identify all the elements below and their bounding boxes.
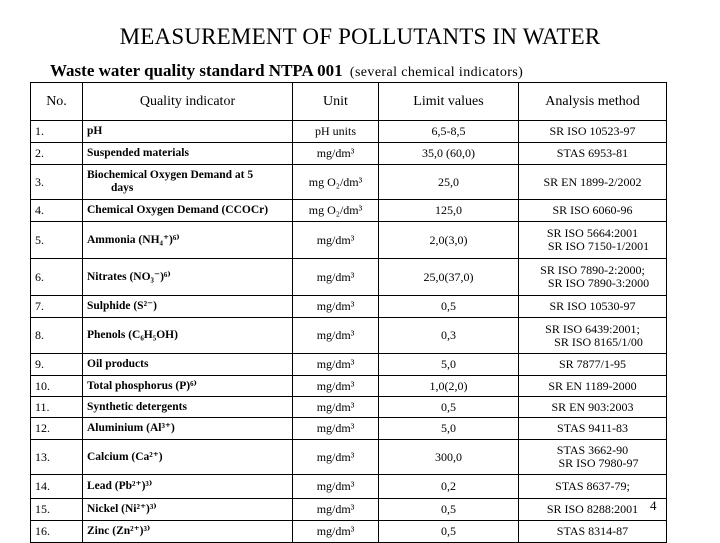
row-number: 5. <box>31 222 83 259</box>
quality-indicator <box>83 475 293 499</box>
limit-value-cell: 25,0 <box>379 165 519 200</box>
analysis-method-text: STAS 6953-81 <box>556 146 629 160</box>
page-number: 4 <box>650 498 657 513</box>
limit-value-cell: 6,5-8,5 <box>379 121 519 143</box>
quality-indicator <box>83 165 293 200</box>
quality-indicator <box>83 222 293 259</box>
limit-value-cell: 5,0 <box>379 418 519 440</box>
unit-cell: mg/dm³ <box>293 499 379 521</box>
row-number: 10. <box>31 376 83 397</box>
row-number: 13. <box>31 440 83 475</box>
limit-value-cell: 0,3 <box>379 318 519 354</box>
analysis-method-cell <box>519 475 667 499</box>
unit-cell: mg/dm³ <box>293 475 379 499</box>
limit-value-cell: 0,5 <box>379 296 519 318</box>
limit-value-cell: 125,0 <box>379 200 519 222</box>
row-number: 1. <box>31 121 83 143</box>
analysis-method-text: SR ISO 5664:2001 <box>546 226 639 240</box>
column-header-unit: Unit <box>293 83 379 121</box>
analysis-method-text: SR ISO 6060-96 <box>552 203 633 217</box>
analysis-method-cell <box>519 259 667 296</box>
indicator-text: Zinc (Zn²⁺)³⁾ <box>87 525 151 537</box>
column-header-limit: Limit values <box>379 83 519 121</box>
indicator-text: Aluminium (Al³⁺) <box>87 422 175 434</box>
analysis-method-cell <box>519 296 667 318</box>
analysis-method-cell <box>519 521 667 543</box>
column-header-indicator: Quality indicator <box>83 83 293 121</box>
indicator-text: Phenols (C₆H₅OH) <box>87 329 178 341</box>
unit-cell: mg/dm³ <box>293 296 379 318</box>
unit-cell: mg O₂/dm³ <box>293 165 379 200</box>
analysis-method-text-secondary: SR ISO 7150-1/2001 <box>547 239 650 253</box>
quality-indicator <box>83 143 293 165</box>
analysis-method-text: SR ISO 7890-2:2000; <box>540 263 645 277</box>
row-number: 14. <box>31 475 83 499</box>
unit-cell: mg/dm³ <box>293 397 379 418</box>
table-row <box>31 318 667 354</box>
pollutants-table <box>30 82 667 543</box>
unit-cell: mg/dm³ <box>293 143 379 165</box>
table-body <box>31 121 667 543</box>
quality-indicator <box>83 440 293 475</box>
row-number: 15. <box>31 499 83 521</box>
limit-value-cell: 25,0(37,0) <box>379 259 519 296</box>
page-title: MEASUREMENT OF POLLUTANTS IN WATER <box>119 24 601 49</box>
indicator-text: Chemical Oxygen Demand (CCOCr) <box>87 204 269 216</box>
quality-indicator <box>83 354 293 376</box>
analysis-method-cell <box>519 222 667 259</box>
row-number: 9. <box>31 354 83 376</box>
analysis-method-cell <box>519 440 667 475</box>
indicator-text-continued: days <box>111 182 134 194</box>
limit-value-cell: 0,5 <box>379 521 519 543</box>
analysis-method-cell <box>519 200 667 222</box>
indicator-text: Ammonia (NH₄⁺)⁶⁾ <box>87 233 180 246</box>
indicator-text: Biochemical Oxygen Demand at 5 <box>87 169 254 181</box>
limit-value-cell: 0,5 <box>379 397 519 418</box>
row-number: 12. <box>31 418 83 440</box>
analysis-method-text: SR ISO 6439:2001; <box>545 321 640 336</box>
unit-cell: mg/dm³ <box>293 354 379 376</box>
analysis-method-cell <box>519 121 667 143</box>
table-row <box>31 165 667 200</box>
quality-indicator <box>83 318 293 354</box>
row-number: 4. <box>31 200 83 222</box>
analysis-method-cell <box>519 499 667 521</box>
table-row <box>31 354 667 376</box>
table-row <box>31 143 667 165</box>
quality-indicator <box>83 376 293 397</box>
table-row <box>31 521 667 543</box>
analysis-method-text: SR 7877/1-95 <box>558 357 626 371</box>
row-number: 2. <box>31 143 83 165</box>
unit-cell: mg/dm³ <box>293 418 379 440</box>
unit-cell: mg/dm³ <box>293 521 379 543</box>
table-row <box>31 499 667 521</box>
quality-indicator <box>83 397 293 418</box>
indicator-text: Total phosphorus (P)⁶⁾ <box>87 379 197 392</box>
quality-indicator <box>83 259 293 296</box>
quality-indicator <box>83 521 293 543</box>
analysis-method-cell <box>519 318 667 354</box>
indicator-text: Calcium (Ca²⁺) <box>87 450 163 463</box>
limit-value-cell: 35,0 (60,0) <box>379 143 519 165</box>
table-row <box>31 376 667 397</box>
analysis-method-text-secondary: SR ISO 7980-97 <box>558 456 639 470</box>
quality-indicator <box>83 121 293 143</box>
limit-value-cell: 0,2 <box>379 475 519 499</box>
quality-indicator <box>83 499 293 521</box>
limit-value-cell: 1,0(2,0) <box>379 376 519 397</box>
analysis-method-cell <box>519 354 667 376</box>
indicator-text: Nitrates (NO₃⁻)⁶⁾ <box>87 270 171 283</box>
analysis-method-text-secondary: SR ISO 8165/1/00 <box>554 334 643 349</box>
row-number: 8. <box>31 318 83 354</box>
analysis-method-cell <box>519 418 667 440</box>
table-row <box>31 440 667 475</box>
analysis-method-cell <box>519 376 667 397</box>
indicator-text: Oil products <box>87 358 149 370</box>
row-number: 3. <box>31 165 83 200</box>
row-number: 11. <box>31 397 83 418</box>
indicator-text: Nickel (Ni²⁺)³⁾ <box>87 503 157 515</box>
indicator-text: Lead (Pb²⁺)³⁾ <box>87 480 153 492</box>
quality-indicator <box>83 296 293 318</box>
limit-value-cell: 300,0 <box>379 440 519 475</box>
indicator-text: Sulphide (S²⁻) <box>87 300 157 312</box>
table-row <box>31 121 667 143</box>
unit-cell: mg O₂/dm³ <box>293 200 379 222</box>
analysis-method-text: STAS 8314-87 <box>556 524 629 538</box>
row-number: 7. <box>31 296 83 318</box>
indicator-text: pH <box>87 125 103 137</box>
limit-value-cell: 2,0(3,0) <box>379 222 519 259</box>
subtitle-main: Waste water quality standard NTPA 001 <box>50 61 343 80</box>
table-row <box>31 222 667 259</box>
analysis-method-cell <box>519 165 667 200</box>
unit-cell: mg/dm³ <box>293 376 379 397</box>
unit-cell: mg/dm³ <box>293 318 379 354</box>
analysis-method-text-secondary: SR ISO 7890-3:2000 <box>547 276 650 290</box>
table-header-row <box>31 83 667 121</box>
analysis-method-text: STAS 8637-79; <box>555 479 630 493</box>
analysis-method-text: SR ISO 10530-97 <box>549 299 636 313</box>
table-row <box>31 296 667 318</box>
analysis-method-text: SR ISO 10523-97 <box>549 124 636 138</box>
unit-cell: mg/dm³ <box>293 440 379 475</box>
row-number: 16. <box>31 521 83 543</box>
unit-cell: mg/dm³ <box>293 259 379 296</box>
analysis-method-text: SR ISO 8288:2001 <box>546 502 639 516</box>
analysis-method-cell <box>519 143 667 165</box>
quality-indicator <box>83 418 293 440</box>
analysis-method-text: STAS 9411-83 <box>557 421 628 435</box>
table-row <box>31 475 667 499</box>
column-header-no: No. <box>31 83 83 121</box>
indicator-text: Suspended materials <box>87 147 189 159</box>
limit-value-cell: 0,5 <box>379 499 519 521</box>
subtitle-note: (several chemical indicators) <box>349 65 524 80</box>
analysis-method-text: SR EN 1189-2000 <box>548 378 637 393</box>
quality-indicator <box>83 200 293 222</box>
table-row <box>31 259 667 296</box>
row-number: 6. <box>31 259 83 296</box>
column-header-method: Analysis method <box>519 83 667 121</box>
analysis-method-text: SR EN 903:2003 <box>551 399 634 414</box>
table-row <box>31 397 667 418</box>
table-row <box>31 200 667 222</box>
analysis-method-text: STAS 3662-90 <box>556 443 629 457</box>
limit-value-cell: 5,0 <box>379 354 519 376</box>
analysis-method-text: SR EN 1899-2/2002 <box>543 174 642 189</box>
indicator-text: Synthetic detergents <box>87 400 187 413</box>
unit-cell: pH units <box>293 121 379 143</box>
unit-cell: mg/dm³ <box>293 222 379 259</box>
analysis-method-cell <box>519 397 667 418</box>
table-subtitle <box>50 61 523 81</box>
table-row <box>31 418 667 440</box>
